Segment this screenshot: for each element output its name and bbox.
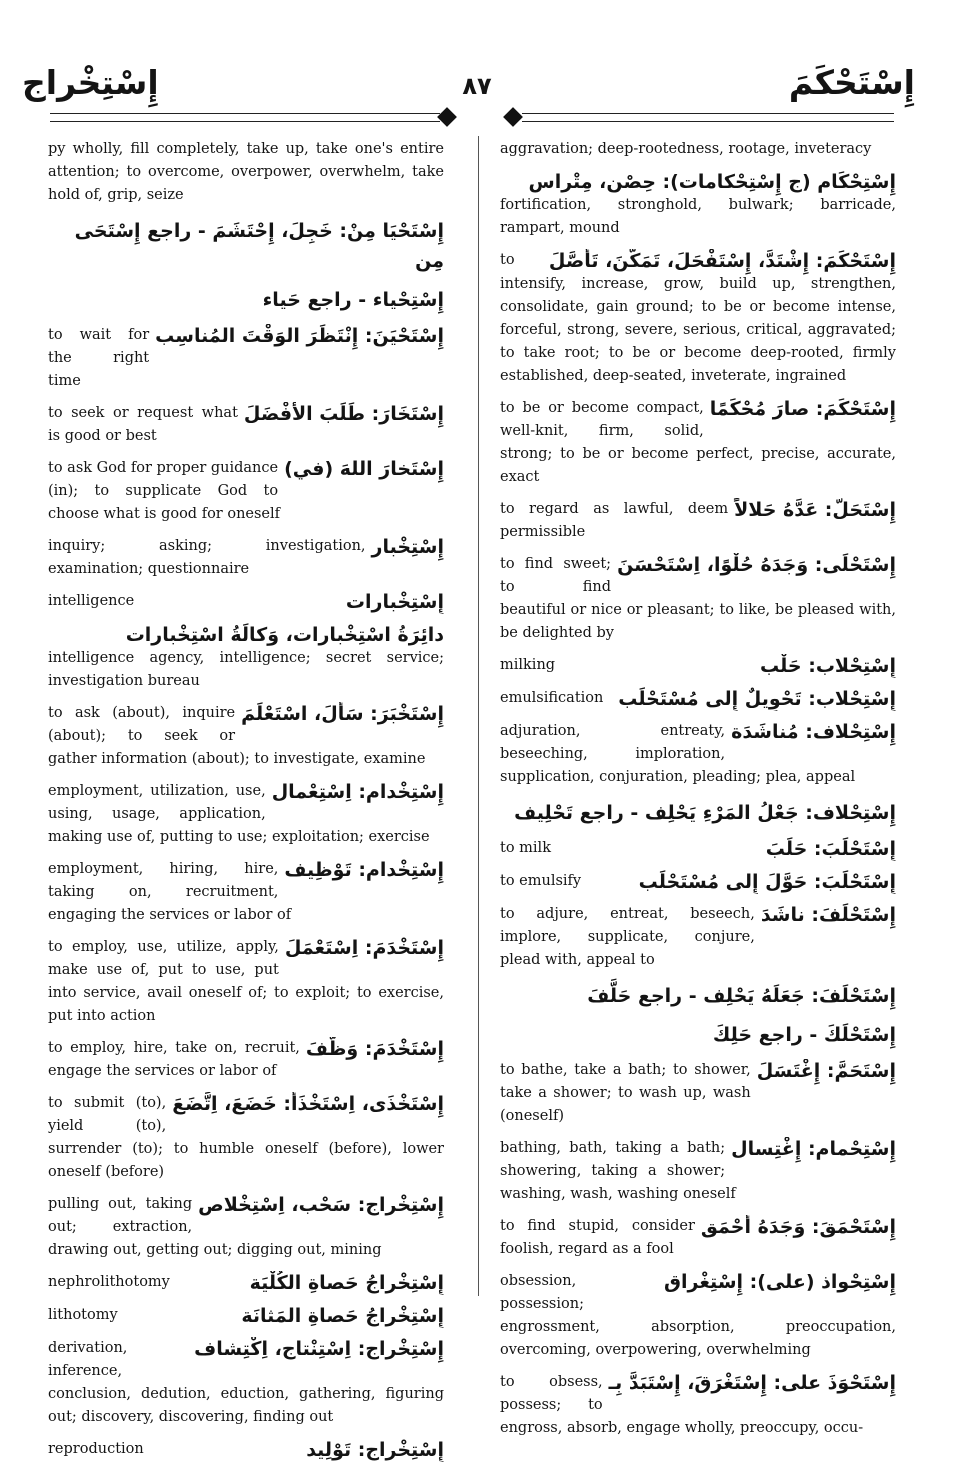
- dictionary-entry: [48, 1037, 444, 1083]
- definition-english: milking: [500, 657, 556, 673]
- entry-block: [500, 498, 896, 544]
- entry-block: [48, 702, 444, 771]
- entry-block: [500, 1137, 896, 1206]
- dictionary-entry: [500, 798, 896, 828]
- definition-english: to obsess, possess; to engross, absorb, engage wholly, preoccupy, occu-: [500, 1374, 864, 1436]
- headword-arabic: إِسْتِخْراجُ حَصاةِ الكُلْيَة: [249, 1272, 444, 1294]
- headword-arabic: إِسْتَخْدَمَ: اِسْتَعْمَلَ: [284, 937, 444, 959]
- entry-block: [500, 170, 896, 240]
- definition-english: inquiry; asking; investigation, examination; questionnaire: [48, 538, 366, 577]
- entry-block: [48, 623, 444, 693]
- definition-english: adjuration, entreaty, beseeching, imploration, supplication, conjuration, pleading; plea, appeal: [500, 723, 856, 785]
- headword-arabic: إِسْتِحْلاف: مُناشَدَة: [731, 721, 896, 743]
- entry-block: [500, 837, 896, 861]
- dictionary-entry: [500, 138, 896, 161]
- dictionary-entry: [500, 1270, 896, 1362]
- headword-arabic: إِسْتِخْبار: [371, 536, 444, 558]
- entry-block: [500, 654, 896, 678]
- definition-english: to submit (to), yield (to), surrender (to); to humble oneself (before), lower oneself (before): [48, 1095, 444, 1180]
- dictionary-entry: [48, 590, 444, 614]
- dictionary-entry: [500, 1020, 896, 1050]
- entry-block: [500, 903, 896, 972]
- dictionary-entry: [48, 780, 444, 849]
- dictionary-entry: [48, 1193, 444, 1262]
- entry-block: [48, 1037, 444, 1083]
- dictionary-entry: [48, 535, 444, 581]
- entry-block: [500, 1215, 896, 1261]
- definition-english: obsession, possession; engrossment, absorption, preoccupation, overcoming, overpowering, overwhelming: [500, 1273, 896, 1358]
- definition-english: employment, hiring, hire, taking on, recruitment, engaging the services or labor of: [48, 861, 292, 923]
- headword-arabic: إِسْتِخْراج: سَحْب، اِسْتِخْلاص: [198, 1194, 444, 1216]
- definition-english: to ask God for proper guidance (in); to supplicate God to choose what is good for oneself: [48, 460, 281, 522]
- entry-block: [48, 1337, 444, 1429]
- dictionary-entry: [48, 285, 444, 315]
- entry-block: [500, 249, 896, 388]
- headword-arabic: إِسْتِخْراج: تَوْلِيد: [306, 1439, 444, 1461]
- definition-english: reproduction: [48, 1441, 144, 1457]
- dictionary-entry: [500, 1215, 896, 1261]
- definition-english: to milk: [500, 840, 551, 856]
- entry-block: [48, 402, 444, 448]
- entry-block: [500, 720, 896, 789]
- dictionary-entry: [48, 457, 444, 526]
- running-head-right: إِسْتَحْكَمَ: [788, 63, 915, 102]
- headword-arabic: إِسْتِحْياء - راجع حَياء: [262, 289, 444, 311]
- dictionary-entry: [48, 1438, 444, 1462]
- definition-english: to be or become compact, well-knit, firm, solid, strong; to be or become perfect, precise, accurate, exact: [500, 400, 896, 485]
- diamond-ornament-icon: [437, 107, 457, 127]
- dictionary-entry: [48, 216, 444, 276]
- entry-block: [500, 870, 896, 894]
- dictionary-entry: [48, 324, 444, 393]
- dictionary-entry: [500, 687, 896, 711]
- diamond-ornament-icon: [503, 107, 523, 127]
- dictionary-entry: [48, 1337, 444, 1429]
- headword-arabic: إِسْتَحْمَقَ: وَجَدَهُ أَحْمَق: [700, 1216, 896, 1238]
- headword-arabic: إِسْتَحْيَنَ: إِنْتَظَرَ الوَقْتَ المُناسِب: [155, 325, 444, 347]
- dictionary-entry: [48, 402, 444, 448]
- headword-arabic: إِسْتَحْلَفَ: ناشَدَ: [760, 904, 896, 926]
- definition-english: pulling out, taking out; extraction, drawing out, getting out; digging out, mining: [48, 1196, 382, 1258]
- headword-arabic: دائِرَةُ اسْتِخْبارات، وَكالَةُ اسْتِخْبارات: [125, 624, 444, 646]
- dictionary-entry: [48, 623, 444, 693]
- column-divider: [478, 136, 479, 1296]
- headword-arabic: إِسْتَحْلَبَ: حَوَّلَ إِلى مُسْتَحْلَب: [638, 871, 896, 893]
- header-rule-right: [522, 113, 894, 122]
- dictionary-entry: [48, 1304, 444, 1328]
- definition-english: intelligence agency, intelligence; secret service; investigation bureau: [48, 650, 444, 689]
- headword-arabic: إِسْتِحْكَام (ج إِسْتِحْكامات): حِصْن، مِتْراس: [528, 171, 896, 193]
- dictionary-entry: [48, 858, 444, 927]
- dictionary-entry: [500, 654, 896, 678]
- headword-arabic: إِسْتَحَلَّ: عَدَّهُ حَلالاً: [734, 499, 896, 521]
- dictionary-entry: [48, 936, 444, 1028]
- definition-english: emulsification: [500, 690, 604, 706]
- dictionary-entry: [500, 1137, 896, 1206]
- dictionary-entry: [500, 498, 896, 544]
- definition-english: to regard as lawful, deem permissible: [500, 501, 729, 540]
- definition-english: to seek or request what is good or best: [48, 405, 238, 444]
- headword-arabic: إِسْتَحْكَمَ: إِشْتَدَّ، إِسْتَفْحَلَ، تَمَكَّنَ، تَأَصَّلَ: [548, 250, 896, 272]
- headword-arabic: إِسْتِحْلاب: تَحْوِيلٌ إِلى مُسْتَحْلَب: [618, 688, 896, 710]
- entry-block: [500, 1270, 896, 1362]
- dictionary-entry: [500, 1371, 896, 1440]
- definition-english: nephrolithotomy: [48, 1274, 170, 1290]
- definition-english: to employ, hire, take on, recruit, engage the services or labor of: [48, 1040, 300, 1079]
- headword-arabic: إِسْتِحْلاب: حَلْب: [760, 655, 896, 677]
- dictionary-entry: [500, 170, 896, 240]
- dictionary-entry: [500, 837, 896, 861]
- headword-arabic: إِسْتِخْدام: تَوْظِيف: [284, 859, 444, 881]
- definition-english: aggravation; deep-rootedness, rootage, inveteracy: [500, 141, 872, 157]
- dictionary-entry: [500, 981, 896, 1011]
- headword-arabic: إِسْتَخارَ اللهَ (في): [284, 458, 444, 480]
- headword-arabic: إِسْتِخْراج: اِسْتِنْتاج، اِكْتِشاف: [194, 1338, 444, 1360]
- entry-block: [48, 1438, 444, 1462]
- dictionary-entry: [500, 249, 896, 388]
- dictionary-entry: [500, 397, 896, 489]
- definition-english: derivation, inference, conclusion, dedution, eduction, gathering, figuring out; discovery, discovering, finding out: [48, 1340, 444, 1425]
- right-column: [500, 138, 896, 1449]
- headword-arabic: إِسْتَحْيَا مِنْ: خَجِلَ، إِحْتَشَمَ - راجع إِسْتَحَى مِن: [74, 220, 444, 272]
- entry-block: [48, 1193, 444, 1262]
- headword-arabic: إِسْتَخْدَمَ: وَظَّفَ: [305, 1038, 444, 1060]
- definition-english: lithotomy: [48, 1307, 118, 1323]
- headword-arabic: إِسْتَحْكَمَ: صارَ مُحْكَمًا: [709, 398, 896, 420]
- definition-english: to employ, use, utilize, apply, make use of, put to use, put into service, avail oneself of; to exploit; to exercise, put into action: [48, 939, 444, 1024]
- page-number: ٨٧: [462, 72, 492, 100]
- entry-block: [48, 324, 444, 393]
- header-rule-left: [50, 113, 440, 122]
- definition-english: to bathe, take a bath; to shower, take a shower; to wash up, wash (oneself): [500, 1062, 751, 1124]
- headword-arabic: إِسْتِحْلاف: جَعْلُ المَرْءِ يَحْلِف - راجع تَحْلِيف: [514, 802, 896, 824]
- definition-english: to intensify, increase, grow, build up, strengthen, consolidate, gain ground; to be or become intense, forceful, strong, severe, serious, critical, aggravated; to take root; to be or become deep-rooted, firmly established, deep-seated, inveterate, ingrained: [500, 252, 896, 384]
- dictionary-entry: [48, 1092, 444, 1184]
- dictionary-entry: [500, 870, 896, 894]
- entry-block: [48, 535, 444, 581]
- left-column: [48, 138, 444, 1471]
- definition-english: to find stupid, consider foolish, regard as a fool: [500, 1218, 695, 1257]
- headword-arabic: إِسْتِخْدام: اِسْتِعْمال: [271, 781, 444, 803]
- definition-english: py wholly, fill completely, take up, take one's entire attention; to overcome, overpower, overwhelm, take hold of, grip, seize: [48, 141, 444, 203]
- entry-block: [48, 780, 444, 849]
- dictionary-entry: [48, 1271, 444, 1295]
- definition-english: to ask (about), inquire (about); to seek or gather information (about); to investigate, examine: [48, 705, 426, 767]
- headword-arabic: إِسْتَحْلَفَ: جَعَلَهُ يَحْلِف - راجع حَلَّفَ: [587, 985, 896, 1007]
- running-head-left: إِسْتِخْراج: [22, 63, 159, 102]
- headword-arabic: إِسْتِحْمام: إِغْتِسال: [731, 1138, 896, 1160]
- entry-block: [48, 1271, 444, 1295]
- headword-arabic: إِسْتَحْوَذَ على: إِسْتَغْرَقَ، إِسْتَبَدَّ بِـ: [608, 1372, 896, 1394]
- headword-arabic: إِسْتَخَارَ: طَلَبَ الأَفْضَلَ: [243, 403, 444, 425]
- dictionary-entry: [48, 702, 444, 771]
- definition-english: to adjure, entreat, beseech, implore, supplicate, conjure, plead with, appeal to: [500, 906, 755, 968]
- entry-block: [48, 590, 444, 614]
- definition-english: intelligence: [48, 593, 135, 609]
- definition-english: to find sweet; to find beautiful or nice or pleasant; to like, be pleased with, be delighted by: [500, 556, 896, 641]
- headword-arabic: إِسْتَحْلَى: وَجَدَهُ حُلْوًا، اِسْتَحْسَنَ: [617, 554, 896, 576]
- entry-block: [48, 1092, 444, 1184]
- headword-arabic: إِسْتَحْلَبَ: حَلَبَ: [765, 838, 896, 860]
- entry-block: [48, 936, 444, 1028]
- entry-block: [500, 397, 896, 489]
- headword-arabic: إِسْتَخْبَرَ: سَأَلَ، اسْتَعْلَمَ: [241, 703, 444, 725]
- entry-block: [500, 687, 896, 711]
- dictionary-entry: [48, 138, 444, 207]
- entry-block: [500, 553, 896, 645]
- dictionary-entry: [500, 1059, 896, 1128]
- definition-english: bathing, bath, taking a bath; showering, taking a shower; washing, wash, washing oneself: [500, 1140, 736, 1202]
- dictionary-entry: [500, 903, 896, 972]
- definition-english: to emulsify: [500, 873, 582, 889]
- headword-arabic: إِسْتِحْواذ (على): إِسْتِغْراق: [664, 1271, 896, 1293]
- dictionary-entry: [500, 720, 896, 789]
- definition-english: to wait for the right time: [48, 327, 150, 389]
- headword-arabic: إِسْتَخْذَى، اِسْتَخْذَأَ: خَضَعَ، اِتَّضَعَ: [172, 1093, 444, 1115]
- headword-arabic: إِسْتِخْبارات: [345, 591, 444, 613]
- entry-block: [48, 457, 444, 526]
- headword-arabic: إِسْتِخْراجُ حَصاةِ المَثانَة: [241, 1305, 444, 1327]
- headword-arabic: إِسْتَحْلَكَ - راجع حَلِكَ: [712, 1024, 896, 1046]
- headword-arabic: إِسْتَحَمَّ: إِغْتَسَلَ: [756, 1060, 896, 1082]
- entry-block: [48, 1304, 444, 1328]
- entry-block: [48, 858, 444, 927]
- definition-english: fortification, stronghold, bulwark; barricade, rampart, mound: [500, 197, 896, 236]
- entry-block: [500, 1371, 896, 1440]
- dictionary-entry: [500, 553, 896, 645]
- definition-english: employment, utilization, use, using, usage, application, making use of, putting to use; exploitation; exercise: [48, 783, 430, 845]
- entry-block: [500, 1059, 896, 1128]
